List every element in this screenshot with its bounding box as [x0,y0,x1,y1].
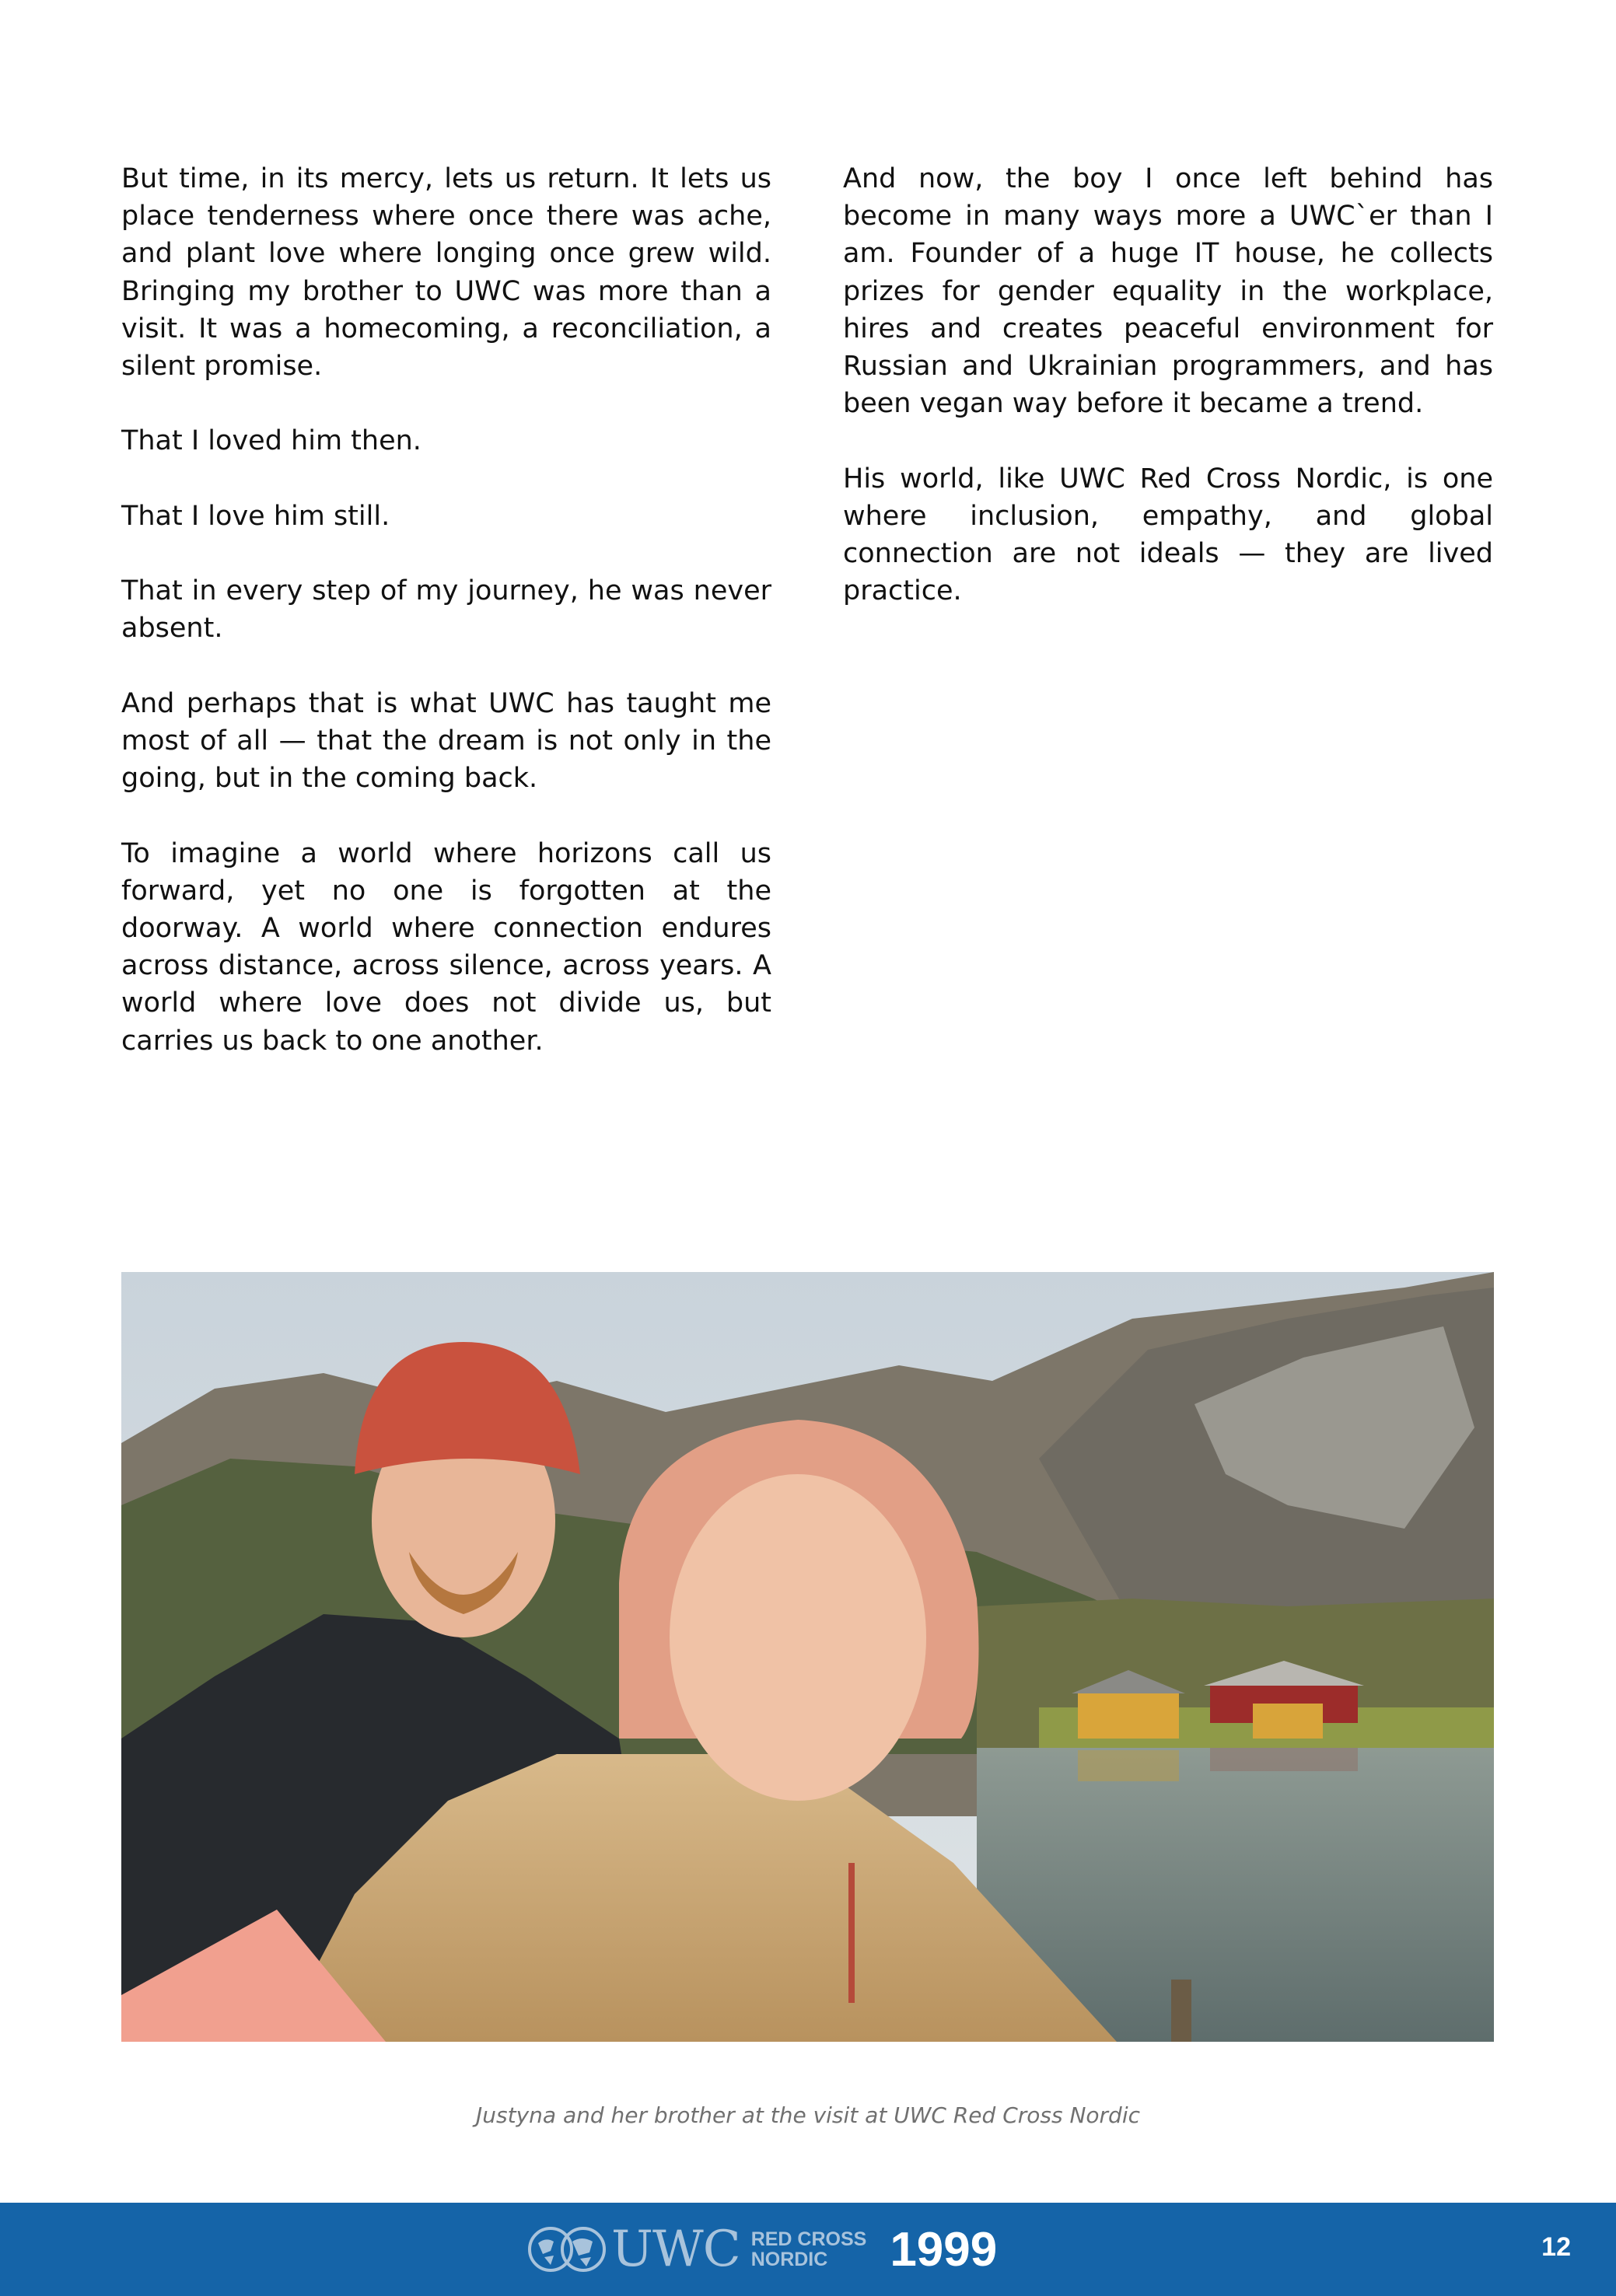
footer-bar [0,2203,1616,2296]
paragraph: To imagine a world where horizons call us forward, yet no one is forgotten at the doorway. A world where connection endures across distance, across silence, across years. A world where love does not divide us, but carries us back to one another. [121,837,771,1057]
logo-sub-line2: NORDIC [750,2249,828,2270]
dock-post [1171,1980,1191,2042]
paragraph: But time, in its mercy, lets us return. It lets us place tenderness where once there was ache, and plant love where longing once grew wild. Bringing my brother to UWC was more than a visit. It was a homecoming, a reconciliation, a silent promise. [121,163,771,383]
globe-icon [527,2226,608,2273]
logo-sub-line1: RED CROSS [750,2228,867,2250]
paragraph: That in every step of my journey, he was never absent. [121,575,771,645]
photo-siblings-at-fjord [121,1272,1494,2042]
logo-subtitle [751,2229,867,2270]
article-right-column [843,160,1493,648]
yellow-house [1078,1692,1179,1739]
logo-year: 1999 [890,2222,998,2277]
paragraph: That I loved him then. [121,425,421,457]
logo-text: UWC [611,2221,740,2278]
jacket-zipper [848,1863,855,2003]
paragraph: That I love him still. [121,500,390,532]
article-left-column [121,160,771,1097]
paragraph: His world, like UWC Red Cross Nordic, is one where inclusion, empathy, and global connection are not ideals — they are lived practice. [843,463,1493,607]
woman-face [670,1474,926,1801]
uwc-logo[interactable] [527,2220,997,2279]
page-number: 12 [1541,2232,1571,2262]
paragraph: And perhaps that is what UWC has taught me most of all — that the dream is not only in the going, but in the coming back. [121,687,771,795]
paragraph: And now, the boy I once left behind has become in many ways more a UWC`er than I am. Founder of a huge IT house, he collects prizes for gender equality in the workplace, hires and creates peaceful environment for Russian and Ukrainian programmers, and has been vegan way before it became a trend. [843,163,1493,420]
yellow-house-small [1253,1704,1323,1739]
photo-caption: Justyna and her brother at the visit at UWC Red Cross Nordic [476,2102,1140,2128]
